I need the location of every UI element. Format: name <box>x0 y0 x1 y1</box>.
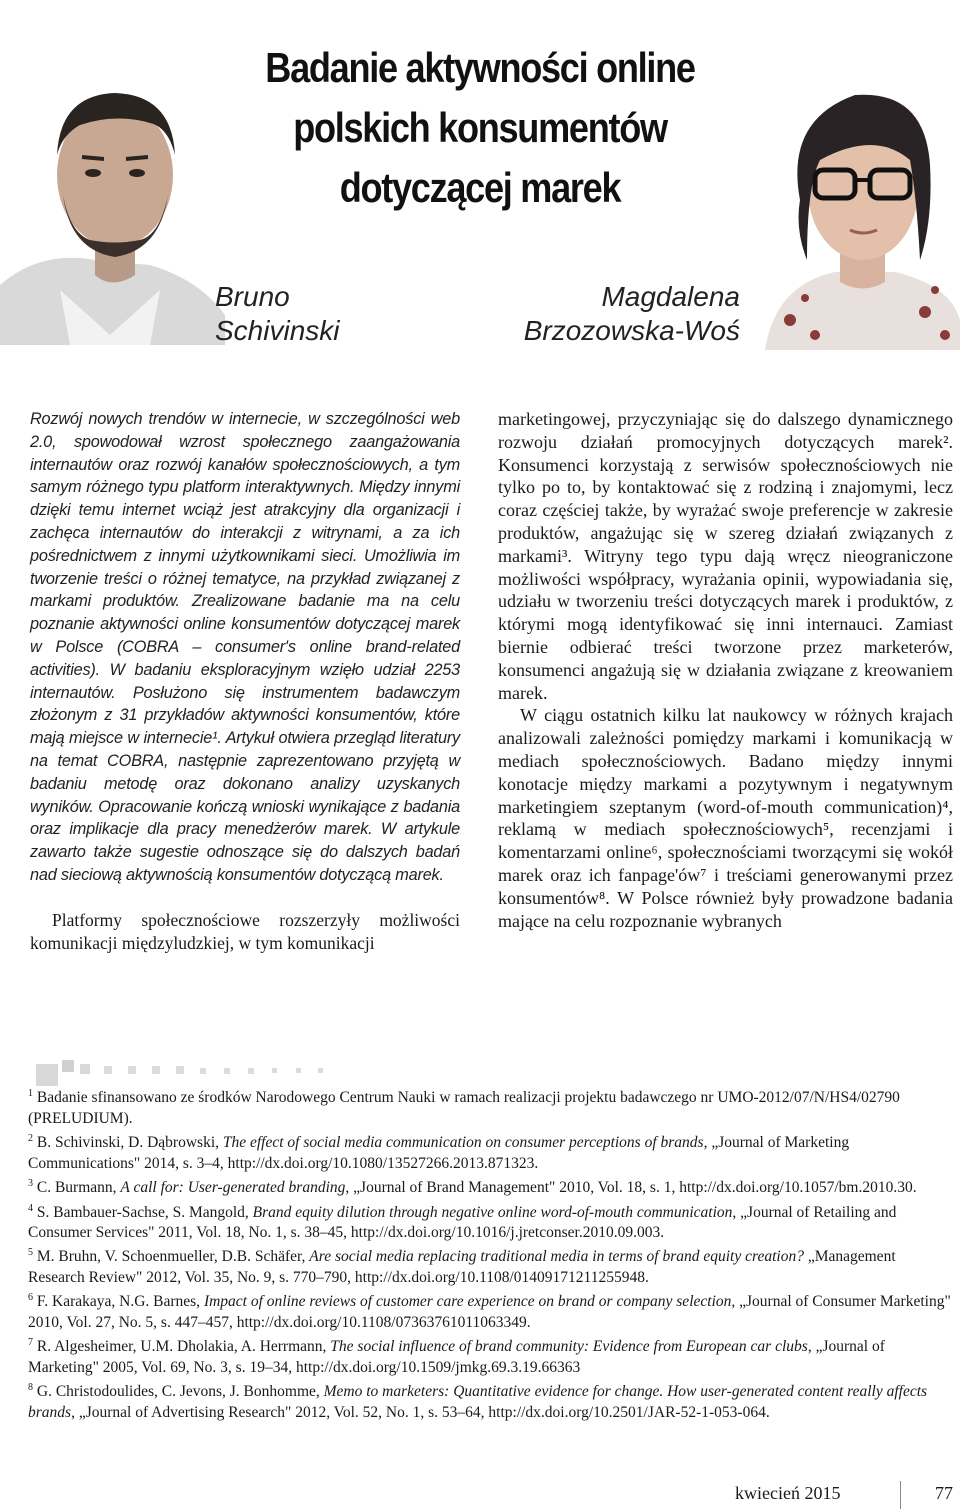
page-number: 77 <box>935 1483 953 1503</box>
body-paragraph-right-2: W ciągu ostatnich kilku lat naukowcy w różnych krajach analizowali zależności pomiędzy markami i komunikacją w mediach społecznościowych. Badano między innymi konotacje między markami a pozytywnym i negatywnym marketingiem szeptanym (word-of-mouth communication)⁴, reklamą w mediach społecznościowych⁵, recenzjami i komentarzami online⁶, społecznościami tworzącymi się wokół marek oraz ich fanpage'ów⁷ i treściami generowanymi przez konsumentów⁸. W Polsce również były prowadzone badania mające na celu rozpoznanie wybranych <box>498 705 953 931</box>
footnote-7: $^7$ R. Algesheimer, U.M. Dholakia, A. Herrmann, The social influence of brand community: Evidence from European car clubs, „Journal of Marketing" 2005, Vol. 69, No. 3, s. 19–34, http://dx.doi.org/10.1509/jmkg.69.3.19.66363 <box>28 1337 885 1376</box>
author-photo-brzozowska-wos <box>745 50 960 350</box>
article-title <box>231 38 730 218</box>
footnote-5: $^5$ M. Bruhn, V. Schoenmueller, D.B. Schäfer, Are social media replacing traditional media in terms of brand equity creation? „Management Research Review" 2012, Vol. 35, No. 9, s. 770–790, http://dx.doi.org/10.1108/01409171211255948. <box>28 1247 896 1287</box>
footer-divider <box>900 1481 901 1509</box>
left-column <box>30 408 460 954</box>
author-name-left <box>215 280 339 348</box>
author-photo-schivinski <box>0 35 225 345</box>
footnote-4: $^4$ S. Bambauer-Sachse, S. Mangold, Brand equity dilution through negative online word-of-mouth communication, „Journal of Retailing and Consumer Services" 2011, Vol. 18, No. 1, s. 38–45, http://dx.doi.org/10.1016/j.jretconser.2010.09.003. <box>28 1202 897 1242</box>
author-left-last: Schivinski <box>215 315 340 346</box>
title-line-3: dotyczącej marek <box>339 164 621 211</box>
footnote-3: $^3$ C. Burmann, A call for: User-generated branding, „Journal of Brand Management" 2010, Vol. 18, s. 1, http://dx.doi.org/10.1057/bm.2010.30. <box>28 1177 917 1197</box>
right-column <box>498 408 953 932</box>
body-paragraph-right-1: marketingowej, przyczyniając się do dalszego dynamicznego rozwoju działań promocyjnych dotyczących marek². Konsumenci korzystają z serwisów społecznościowych nie tylko po to, by kontaktować się z rodziną i znajomymi, lecz coraz częściej także, by wyrażać swoje preferencje w zakresie produktów, angażując się w szereg działań związanych z markami³. Witryny tego typu dają wręcz nieograniczone możliwości współpracy, wyrażania opinii, wypowiadania się, udziału w tworzeniu treści dotyczących marek i produktów, z którymi mogą identyfikować się inni internauci. Zamiast biernie odbierać treści tworzone przez marketerów, konsumenci angażują się w działania związane z kreowaniem marek. <box>498 409 953 703</box>
title-line-1: Badanie aktywności online <box>265 44 695 91</box>
footnote-1: $^1$ Badanie sfinansowano ze środków Narodowego Centrum Nauki w ramach realizacji projektu badawczego nr UMO-2012/07/N/HS4/02790 (PRELUDIUM). <box>28 1088 900 1127</box>
abstract-text: Rozwój nowych trendów w internecie, w szczególności web 2.0, spowodował wzrost społecznego zaangażowania internautów oraz rozwój kanałów społecznościowych, a tym samym różnego typu platform interaktywnych. Między innymi dzięki temu internet wciąż jest atrakcyjny dla organizacji i zachęca internautów do interakcji z witrynami, a za ich pośrednictwem z innymi użytkownikami sieci. Umożliwia im tworzenie treści o różnej tematyce, na przykład związanej z markami produktów. Zrealizowane badanie ma na celu poznanie aktywności online konsumentów dotyczącej marek w Polsce (COBRA – consumer's online brand-related activities). W badaniu eksploracyjnym wzięło udział 2253 internautów. Posłużono się instrumentem badawczym złożonym z 31 przykładów aktywności konsumentów, które mają miejsce w internecie¹. Artykuł otwiera przegląd literatury na temat COBRA, następnie zaprezentowano przyjętą w badaniu metodę oraz dokonano analizy uzyskanych wyników. Opracowanie kończą wnioski wynikające z badania oraz implikacje dla pracy menedżerów marek. W artykule zawarto także sugestie odnoszące się do dalszych badań nad sieciową aktywnością konsumentów dotyczącą marek. <box>30 410 460 884</box>
title-line-2: polskich konsumentów <box>293 104 667 151</box>
body-paragraph-left-1: Platformy społecznościowe rozszerzyły możliwości komunikacji międzyludzkiej, w tym komunikacji <box>30 909 460 953</box>
author-name-right <box>470 280 740 348</box>
footnote-6: $^6$ F. Karakaya, N.G. Barnes, Impact of online reviews of customer care experience on brand or company selection, „Journal of Consumer Marketing" 2010, Vol. 27, No. 5, s. 447–457, http://dx.doi.org/10.1108/07363761011063349. <box>28 1292 951 1331</box>
abstract <box>30 408 460 887</box>
issue-date: kwiecień 2015 <box>735 1483 841 1503</box>
author-right-first: Magdalena <box>601 281 740 312</box>
author-right-last: Brzozowska-Woś <box>523 315 740 346</box>
footnotes <box>28 1084 954 1423</box>
footnote-2: $^2$ B. Schivinski, D. Dąbrowski, The effect of social media communication on consumer perceptions of brands, „Journal of Marketing Communications" 2014, s. 3–4, http://dx.doi.org/10.1080/13527266.2013.871323. <box>28 1132 850 1172</box>
author-left-first: Bruno <box>215 281 290 312</box>
footnote-8: $^8$ G. Christodoulides, C. Jevons, J. Bonhomme, Memo to marketers: Quantitative evidence for change. How user-generated content really affects brands, „Journal of Advertising Research" 2012, Vol. 52, No. 1, s. 53–64, http://dx.doi.org/10.2501/JAR-52-1-053-064. <box>28 1382 928 1421</box>
